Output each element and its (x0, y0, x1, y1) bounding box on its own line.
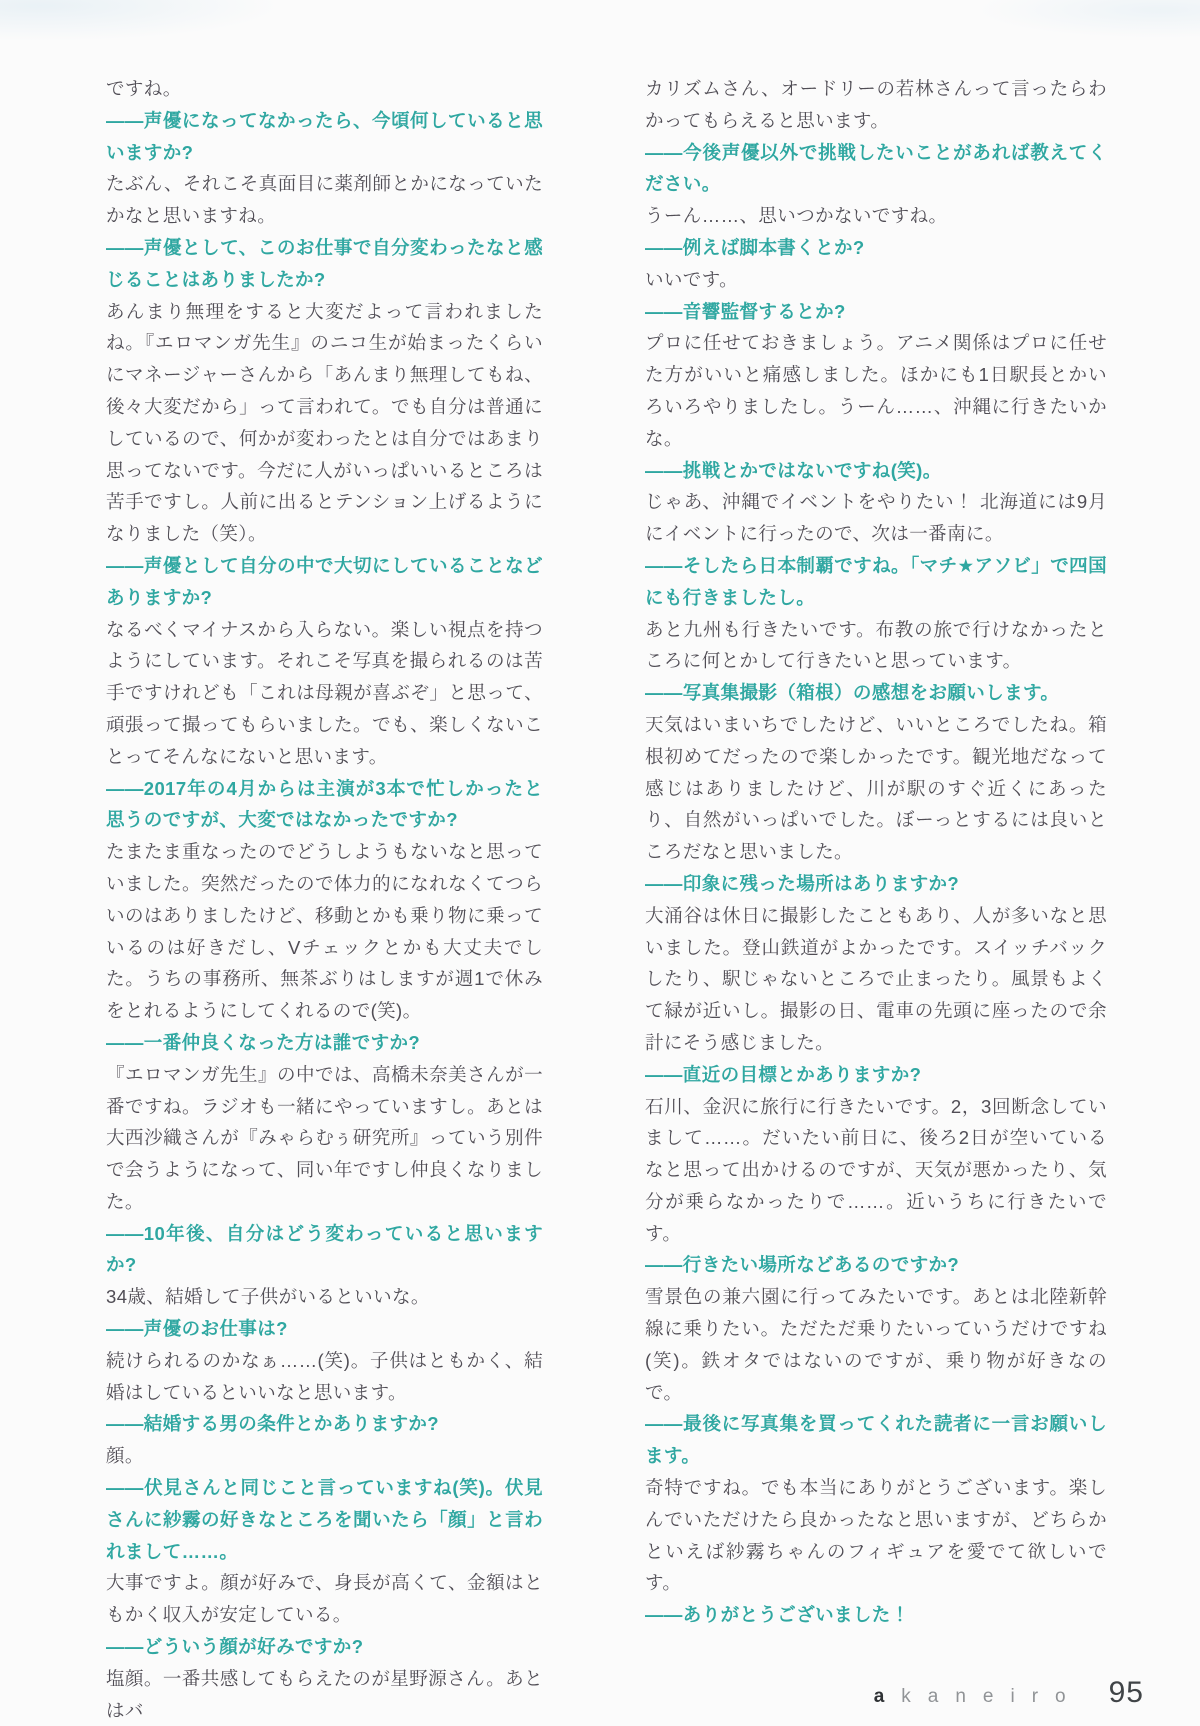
interview-question: ——今後声優以外で挑戦したいことがあれば教えてください。 (645, 141, 1107, 195)
interview-question: ——行きたい場所などあるのですか? (645, 1254, 960, 1276)
interview-question: ——そしたら日本制覇ですね。「マチ★アソビ」で四国にも行きましたし。 (645, 554, 1107, 608)
page-number: 95 (1108, 1676, 1144, 1709)
interview-question: ——直近の目標とかありますか? (645, 1063, 922, 1085)
interview-question: ——印象に残った場所はありますか? (645, 872, 960, 894)
interview-answer: あんまり無理をすると大変だよって言われましたね。『エロマンガ先生』のニコ生が始まったくらいにマネージャーさんから「あんまり無理してもね、後々大変だから」って言われて。でも自分は普通にしているので、何かが変わったとは自分ではあまり思ってないです。今だに人がいっぱいいるところは苦手ですし。人前に出るとテンション上げるようになりました（笑）。 (106, 300, 543, 545)
interview-answer: 続けられるのかなぁ……(笑)。子供はともかく、結婚はしているといいなと思います。 (106, 1349, 543, 1403)
interview-question: ——10年後、自分はどう変わっていると思いますか? (106, 1222, 543, 1276)
interview-answer: 奇特ですね。でも本当にありがとうございます。楽しんでいただけたら良かったなと思いますが、どちらかといえば紗霧ちゃんのフィギュアを愛でて欲しいです。 (645, 1477, 1107, 1594)
interview-question: ——伏見さんと同じこと言っていますね(笑)。伏見さんに紗霧の好きなところを聞いたら「顔」と言われまして……。 (106, 1477, 543, 1562)
interview-column-left (106, 73, 543, 1726)
interview-answer: ですね。 (106, 78, 182, 99)
interview-question: ——例えば脚本書くとか? (645, 236, 865, 258)
interview-answer: 大涌谷は休日に撮影したこともあり、人が多いなと思いました。登山鉄道がよかったです。スイッチバックしたり、駅じゃないところで止まったり。風景もよくて緑が近いし。撮影の日、電車の先頭に座ったので余計にそう感じました。 (645, 904, 1107, 1053)
interview-answer: うーん……、思いつかないですね。 (645, 205, 948, 227)
interview-answer: いいです。 (645, 268, 739, 290)
interview-answer: 34歳、結婚して子供がいるといいな。 (106, 1286, 430, 1308)
interview-answer: たぶん、それこそ真面目に薬剤師とかになっていたかなと思いますね。 (106, 173, 543, 227)
interview-answer: たまたま重なったのでどうしようもないなと思っていました。突然だったので体力的になれなくてつらいのはありましたけど、移動とかも乗り物に乗っているのは好きだし、Vチェックとかも大丈夫でした。うちの事務所、無茶ぶりはしますが週1で休みをとれるようにしてくれるので(笑)。 (106, 841, 543, 1022)
interview-question: ——声優になってなかったら、今頃何していると思いますか? (106, 109, 543, 163)
interview-answer: 塩顔。一番共感してもらえたのが星野源さん。あとはバ (106, 1667, 543, 1721)
interview-answer: 『エロマンガ先生』の中では、高橋未奈美さんが一番ですね。ラジオも一緒にやっていますし。あとは大西沙織さんが『みゃらむぅ研究所』っていう別件で会うようになって、同い年ですし仲良くなりました。 (106, 1063, 543, 1212)
interview-answer: 顔。 (106, 1445, 144, 1467)
interview-question: ——挑戦とかではないですね(笑)。 (645, 459, 942, 481)
interview-question: ——結婚する男の条件とかありますか? (106, 1413, 440, 1435)
interview-question: ——どういう顔が好みですか? (106, 1636, 364, 1658)
interview-answer: あと九州も行きたいです。布教の旅で行けなかったところに何とかして行きたいと思っています。 (645, 618, 1107, 672)
magazine-brand: akaneiro (873, 1686, 1083, 1707)
interview-answer: カリズムさん、オードリーの若林さんって言ったらわかってもらえると思います。 (645, 78, 1107, 131)
interview-answer: プロに任せておきましょう。アニメ関係はプロに任せた方がいいと痛感しました。ほかにも1日駅長とかいろいろやりましたし。うーん……、沖縄に行きたいかな。 (645, 332, 1107, 449)
interview-answer: 雪景色の兼六園に行ってみたいです。あとは北陸新幹線に乗りたい。ただただ乗りたいっていうだけですね(笑)。鉄オタではないのですが、乗り物が好きなので。 (645, 1286, 1107, 1403)
interview-answer: 天気はいまいちでしたけど、いいところでしたね。箱根初めてだったので楽しかったです。観光地だなって感じはありましたけど、川が駅のすぐ近くにあったり、自然がいっぱいでした。ぼーっとするには良いところだなと思いました。 (645, 713, 1107, 863)
interview-question: ——2017年の4月からは主演が3本で忙しかったと思うのですが、大変ではなかったですか? (106, 777, 543, 831)
interview-answer: なるべくマイナスから入らない。楽しい視点を持つようにしています。それこそ写真を撮られるのは苦手ですけれども「これは母親が喜ぶぞ」と思って、頑張って撮ってもらいました。でも、楽しくないことってそんなにないと思います。 (106, 618, 543, 767)
interview-answer: 石川、金沢に旅行に行きたいです。2，3回断念していまして……。だいたい前日に、後ろ2日が空いているなと思って出かけるのですが、天気が悪かったり、気分が乗らなかったりで……。近いうちに行きたいです。 (645, 1095, 1107, 1244)
interview-column-right (645, 73, 1107, 1631)
interview-question: ——写真集撮影（箱根）の感想をお願いします。 (645, 682, 1060, 704)
interview-question: ——声優として、このお仕事で自分変わったなと感じることはありましたか? (106, 236, 543, 290)
interview-answer: じゃあ、沖縄でイベントをやりたい！ 北海道には9月にイベントに行ったので、次は一番南に。 (645, 491, 1107, 545)
page-footer (874, 1676, 1144, 1710)
interview-question: ——音響監督するとか? (645, 300, 846, 322)
interview-question: ——ありがとうございました！ (645, 1604, 910, 1626)
interview-question: ——一番仲良くなった方は誰ですか? (106, 1031, 421, 1053)
interview-question: ——最後に写真集を買ってくれた読者に一言お願いします。 (645, 1413, 1107, 1467)
interview-answer: 大事ですよ。顔が好みで、身長が高くて、金額はともかく収入が安定している。 (106, 1572, 543, 1626)
interview-question: ——声優のお仕事は? (106, 1318, 288, 1340)
interview-question: ——声優として自分の中で大切にしていることなどありますか? (106, 554, 543, 608)
